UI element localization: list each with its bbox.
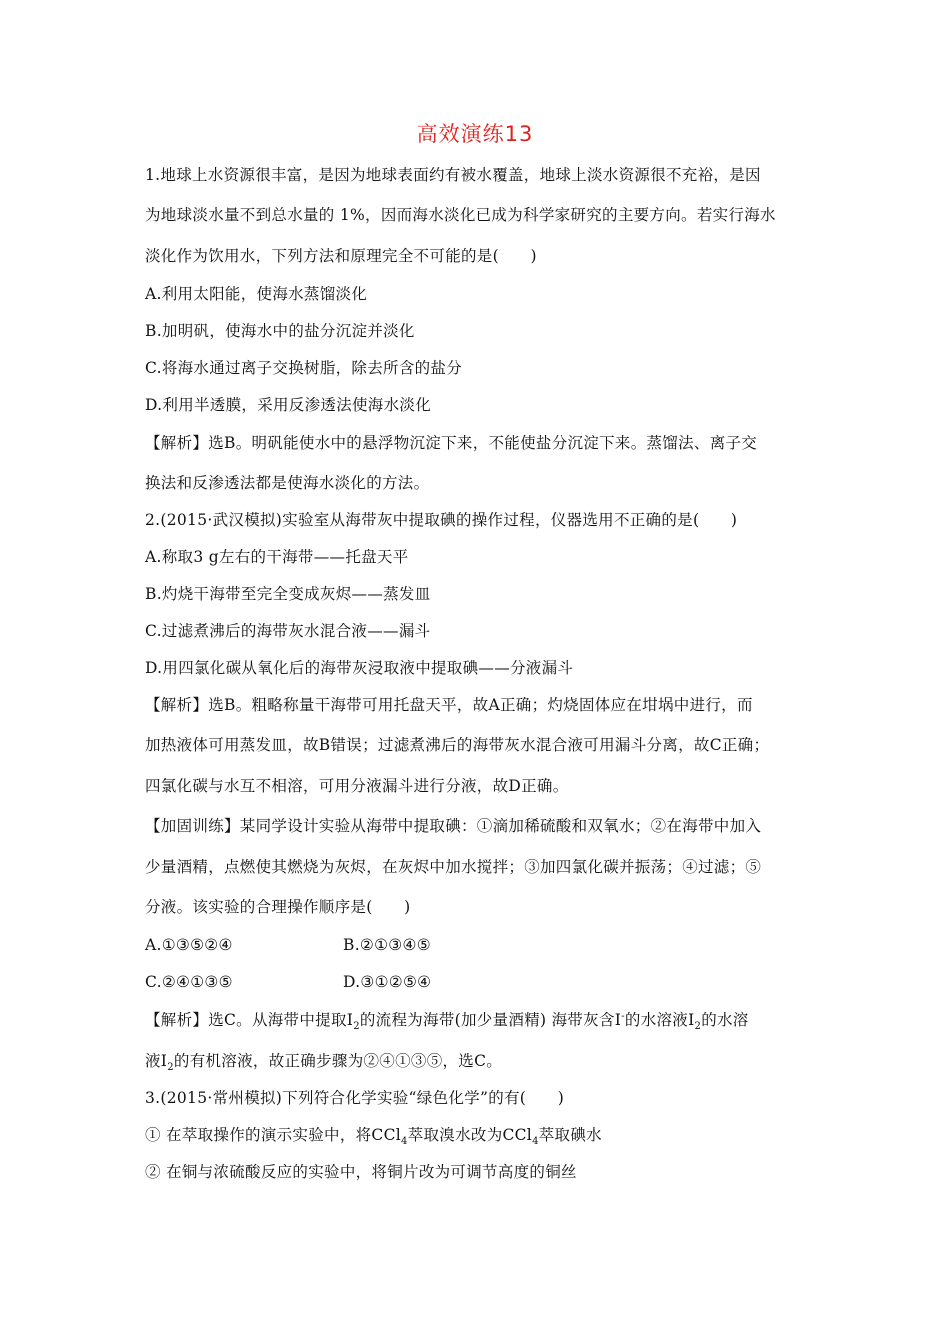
q1-option-a: A.利用太阳能，使海水蒸馏淡化: [145, 285, 368, 303]
q2-answer-line-3: 四氯化碳与水互不相溶，可用分液漏斗进行分液，故D正确。: [145, 777, 569, 795]
page-title: 高效演练13: [416, 122, 534, 146]
extra-option-c: C.②④①③⑤: [145, 973, 233, 991]
q2-option-a: A.称取3 g左右的干海带——托盘天平: [145, 548, 409, 566]
item-text: 萃取溴水改为CCl: [407, 1126, 533, 1144]
q1-stem-line-2: 为地球淡水量不到总水量的 1%，因而海水淡化已成为科学家研究的主要方向。若实行海水: [145, 206, 776, 224]
q1-option-d: D.利用半透膜，采用反渗透法使海水淡化: [145, 396, 432, 414]
item-text: 萃取碘水: [538, 1126, 602, 1144]
subscript-4: 4: [401, 1136, 408, 1148]
extra-answer-line-2: [145, 1050, 825, 1072]
item-text: ① 在萃取操作的演示实验中，将CCl: [145, 1126, 402, 1144]
q2-answer-line-1: 【解析】选B。粗略称量干海带可用托盘天平，故A正确；灼烧固体应在坩埚中进行，而: [145, 696, 753, 714]
q2-answer-line-2: 加热液体可用蒸发皿，故B错误；过滤煮沸后的海带灰水混合液可用漏斗分离，故C正确；: [145, 736, 770, 754]
answer-text: 的水溶: [701, 1011, 749, 1029]
q2-option-b: B.灼烧干海带至完全变成灰烬——蒸发皿: [145, 585, 431, 603]
extra-stem-line-3: 分液。该实验的合理操作顺序是( ): [145, 898, 411, 916]
q1-option-c: C.将海水通过离子交换树脂，除去所含的盐分: [145, 359, 463, 377]
q1-answer-line-1: 【解析】选B。明矾能使水中的悬浮物沉淀下来，不能使盐分沉淀下来。蒸馏法、离子交: [145, 434, 758, 452]
extra-option-b: B.②①③④⑤: [343, 936, 431, 954]
answer-text: 液I: [145, 1052, 168, 1070]
q3-stem: 3.(2015·常州模拟)下列符合化学实验“绿色化学”的有( ): [145, 1089, 565, 1107]
q3-item-1: [145, 1124, 825, 1146]
extra-stem-line-1: 【加固训练】某同学设计实验从海带中提取碘：①滴加稀硫酸和双氧水；②在海带中加入: [145, 817, 762, 835]
answer-text: 的水溶液I: [624, 1011, 695, 1029]
q1-stem-line-3: 淡化作为饮用水，下列方法和原理完全不可能的是( ): [145, 247, 537, 265]
extra-option-a: A.①③⑤②④: [145, 936, 233, 954]
answer-text: 【解析】选C。从海带中提取I: [145, 1011, 354, 1029]
q2-stem: 2.(2015·武汉模拟)实验室从海带灰中提取碘的操作过程，仪器选用不正确的是( ): [145, 511, 738, 529]
subscript-2: 2: [167, 1062, 174, 1074]
superscript-minus: -: [621, 1010, 625, 1022]
extra-option-d: D.③①②⑤④: [343, 973, 432, 991]
subscript-2: 2: [353, 1021, 360, 1033]
extra-stem-line-2: 少量酒精，点燃使其燃烧为灰烬，在灰烬中加水搅拌；③加四氯化碳并振荡；④过滤；⑤: [145, 858, 762, 876]
subscript-2: 2: [694, 1021, 702, 1033]
q1-option-b: B.加明矾，使海水中的盐分沉淀并淡化: [145, 322, 415, 340]
q3-item-2: ② 在铜与浓硫酸反应的实验中，将铜片改为可调节高度的铜丝: [145, 1163, 577, 1181]
q1-answer-line-2: 换法和反渗透法都是使海水淡化的方法。: [145, 474, 430, 492]
q1-stem-line-1: 1.地球上水资源很丰富，是因为地球表面约有被水覆盖，地球上淡水资源很不充裕，是因: [145, 166, 761, 184]
q2-option-c: C.过滤煮沸后的海带灰水混合液——漏斗: [145, 622, 431, 640]
subscript-4: 4: [532, 1136, 539, 1148]
extra-answer-line-1: [145, 1009, 825, 1031]
q2-option-d: D.用四氯化碳从氧化后的海带灰浸取液中提取碘——分液漏斗: [145, 659, 574, 677]
answer-text: 的流程为海带(加少量酒精) 海带灰含I: [359, 1011, 622, 1029]
answer-text: 的有机溶液，故正确步骤为②④①③⑤，选C。: [173, 1052, 503, 1070]
